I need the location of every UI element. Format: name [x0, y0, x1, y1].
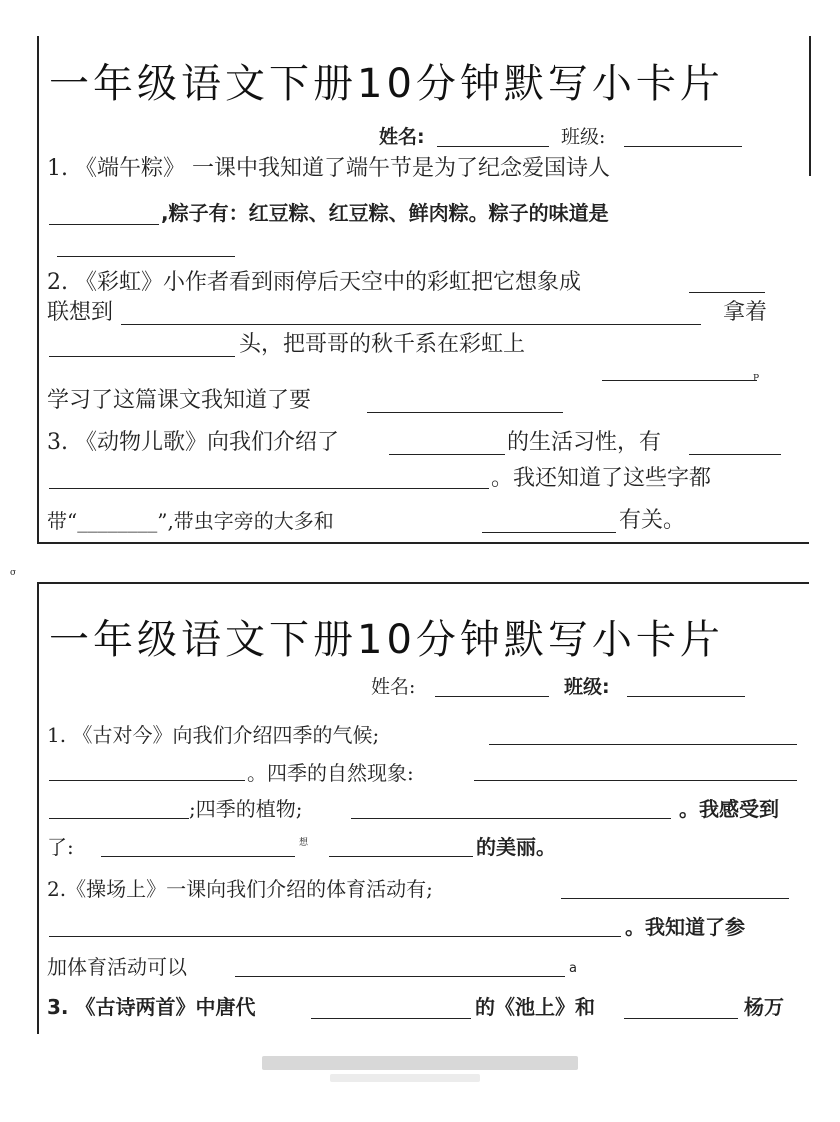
q1-blank-nature[interactable] [474, 780, 797, 781]
q1-mark: 想 [299, 838, 309, 848]
name-label: 姓名: [371, 676, 416, 698]
q1-line3a: ;四季的植物; [189, 797, 303, 821]
q3-blank-dynasty[interactable] [624, 1018, 738, 1019]
q1-line4a: 了: [47, 835, 74, 859]
class-field[interactable] [624, 146, 742, 147]
q2-blank-extra[interactable] [602, 380, 757, 381]
q3-line1a: 3. 《古诗两首》中唐代 [47, 995, 256, 1019]
blurred-watermark [262, 1056, 578, 1070]
q2-mark: P [753, 374, 760, 384]
q1-blank-feel[interactable] [101, 856, 295, 857]
q2-blank-activities-2[interactable] [49, 936, 621, 937]
name-field[interactable] [435, 696, 549, 697]
q2-line3: 加体育活动可以 [47, 955, 187, 979]
q3-blank-list[interactable] [49, 488, 489, 489]
q1-blank-taste[interactable] [57, 256, 235, 257]
q2-line2: 。我知道了参 [625, 915, 745, 939]
card-border-right [809, 36, 811, 176]
q3-blank-have[interactable] [689, 454, 781, 455]
q2-blank-learn[interactable] [367, 412, 563, 413]
q3-line1c: 杨万 [744, 995, 784, 1019]
q1-blank-climate-2[interactable] [49, 780, 245, 781]
q2-blank-hold[interactable] [49, 356, 235, 357]
q2-blank-associate[interactable] [121, 324, 701, 325]
name-field[interactable] [437, 146, 549, 147]
separator-mark: σ [10, 568, 17, 578]
q1-blank-plants[interactable] [351, 818, 671, 819]
q3-line2: 。我还知道了这些字都 [491, 466, 712, 491]
q3-line1b: 的生活习性，有 [507, 430, 662, 455]
q2-line3: 头，把哥哥的秋千系在彩虹上 [239, 332, 526, 357]
q1-line2: 。四季的自然现象: [247, 761, 414, 785]
class-label: 班级: [564, 676, 610, 698]
q2-line1: 2.《操场上》一课向我们介绍的体育活动有; [47, 877, 433, 901]
q1-blank-nature-2[interactable] [49, 818, 189, 819]
dictation-card-2 [37, 582, 809, 1034]
q1-line2: ,粽子有：红豆粽、红豆粽、鲜肉粽。粽子的味道是 [161, 201, 609, 225]
q3-line3b: 有关。 [619, 508, 686, 533]
q3-line1a: 3. 《动物儿歌》向我们介绍了 [47, 430, 339, 455]
q3-blank-related[interactable] [482, 532, 616, 533]
card-title: 一年级语文下册10分钟默写小卡片 [49, 61, 724, 107]
q3-blank-poet[interactable] [311, 1018, 471, 1019]
q2-blank-benefit[interactable] [235, 976, 565, 977]
blurred-watermark-sub [330, 1074, 480, 1082]
q1-line4b: 的美丽。 [476, 835, 556, 859]
class-label: 班级: [561, 126, 606, 148]
q1-line1: 1. 《古对今》向我们介绍四季的气候; [47, 723, 380, 747]
name-label: 姓名: [379, 126, 425, 148]
q2-line2a: 联想到 [47, 300, 114, 325]
q2-blank-imagine[interactable] [689, 292, 765, 293]
q3-blank-animals[interactable] [389, 454, 505, 455]
q2-blank-activities[interactable] [561, 898, 789, 899]
card-title: 一年级语文下册10分钟默写小卡片 [49, 617, 724, 663]
q2-line4: 学习了这篇课文我知道了要 [47, 388, 312, 413]
q3-line1b: 的《池上》和 [475, 995, 595, 1019]
q2-line2b: 拿着 [723, 300, 768, 325]
dictation-card-1 [37, 36, 809, 544]
q2-mark: a [569, 961, 577, 976]
q1-blank-climate[interactable] [489, 744, 797, 745]
q1-line1: 1. 《端午粽》 一课中我知道了端午节是为了纪念爱国诗人 [47, 156, 610, 181]
q3-line3a: 带“________”,带虫字旁的大多和 [47, 509, 334, 533]
q2-line1: 2. 《彩虹》小作者看到雨停后天空中的彩虹把它想象成 [47, 270, 581, 295]
class-field[interactable] [627, 696, 745, 697]
q1-blank-beauty[interactable] [329, 856, 473, 857]
q1-blank-poet[interactable] [49, 224, 159, 225]
q1-line3b: 。我感受到 [679, 797, 779, 821]
